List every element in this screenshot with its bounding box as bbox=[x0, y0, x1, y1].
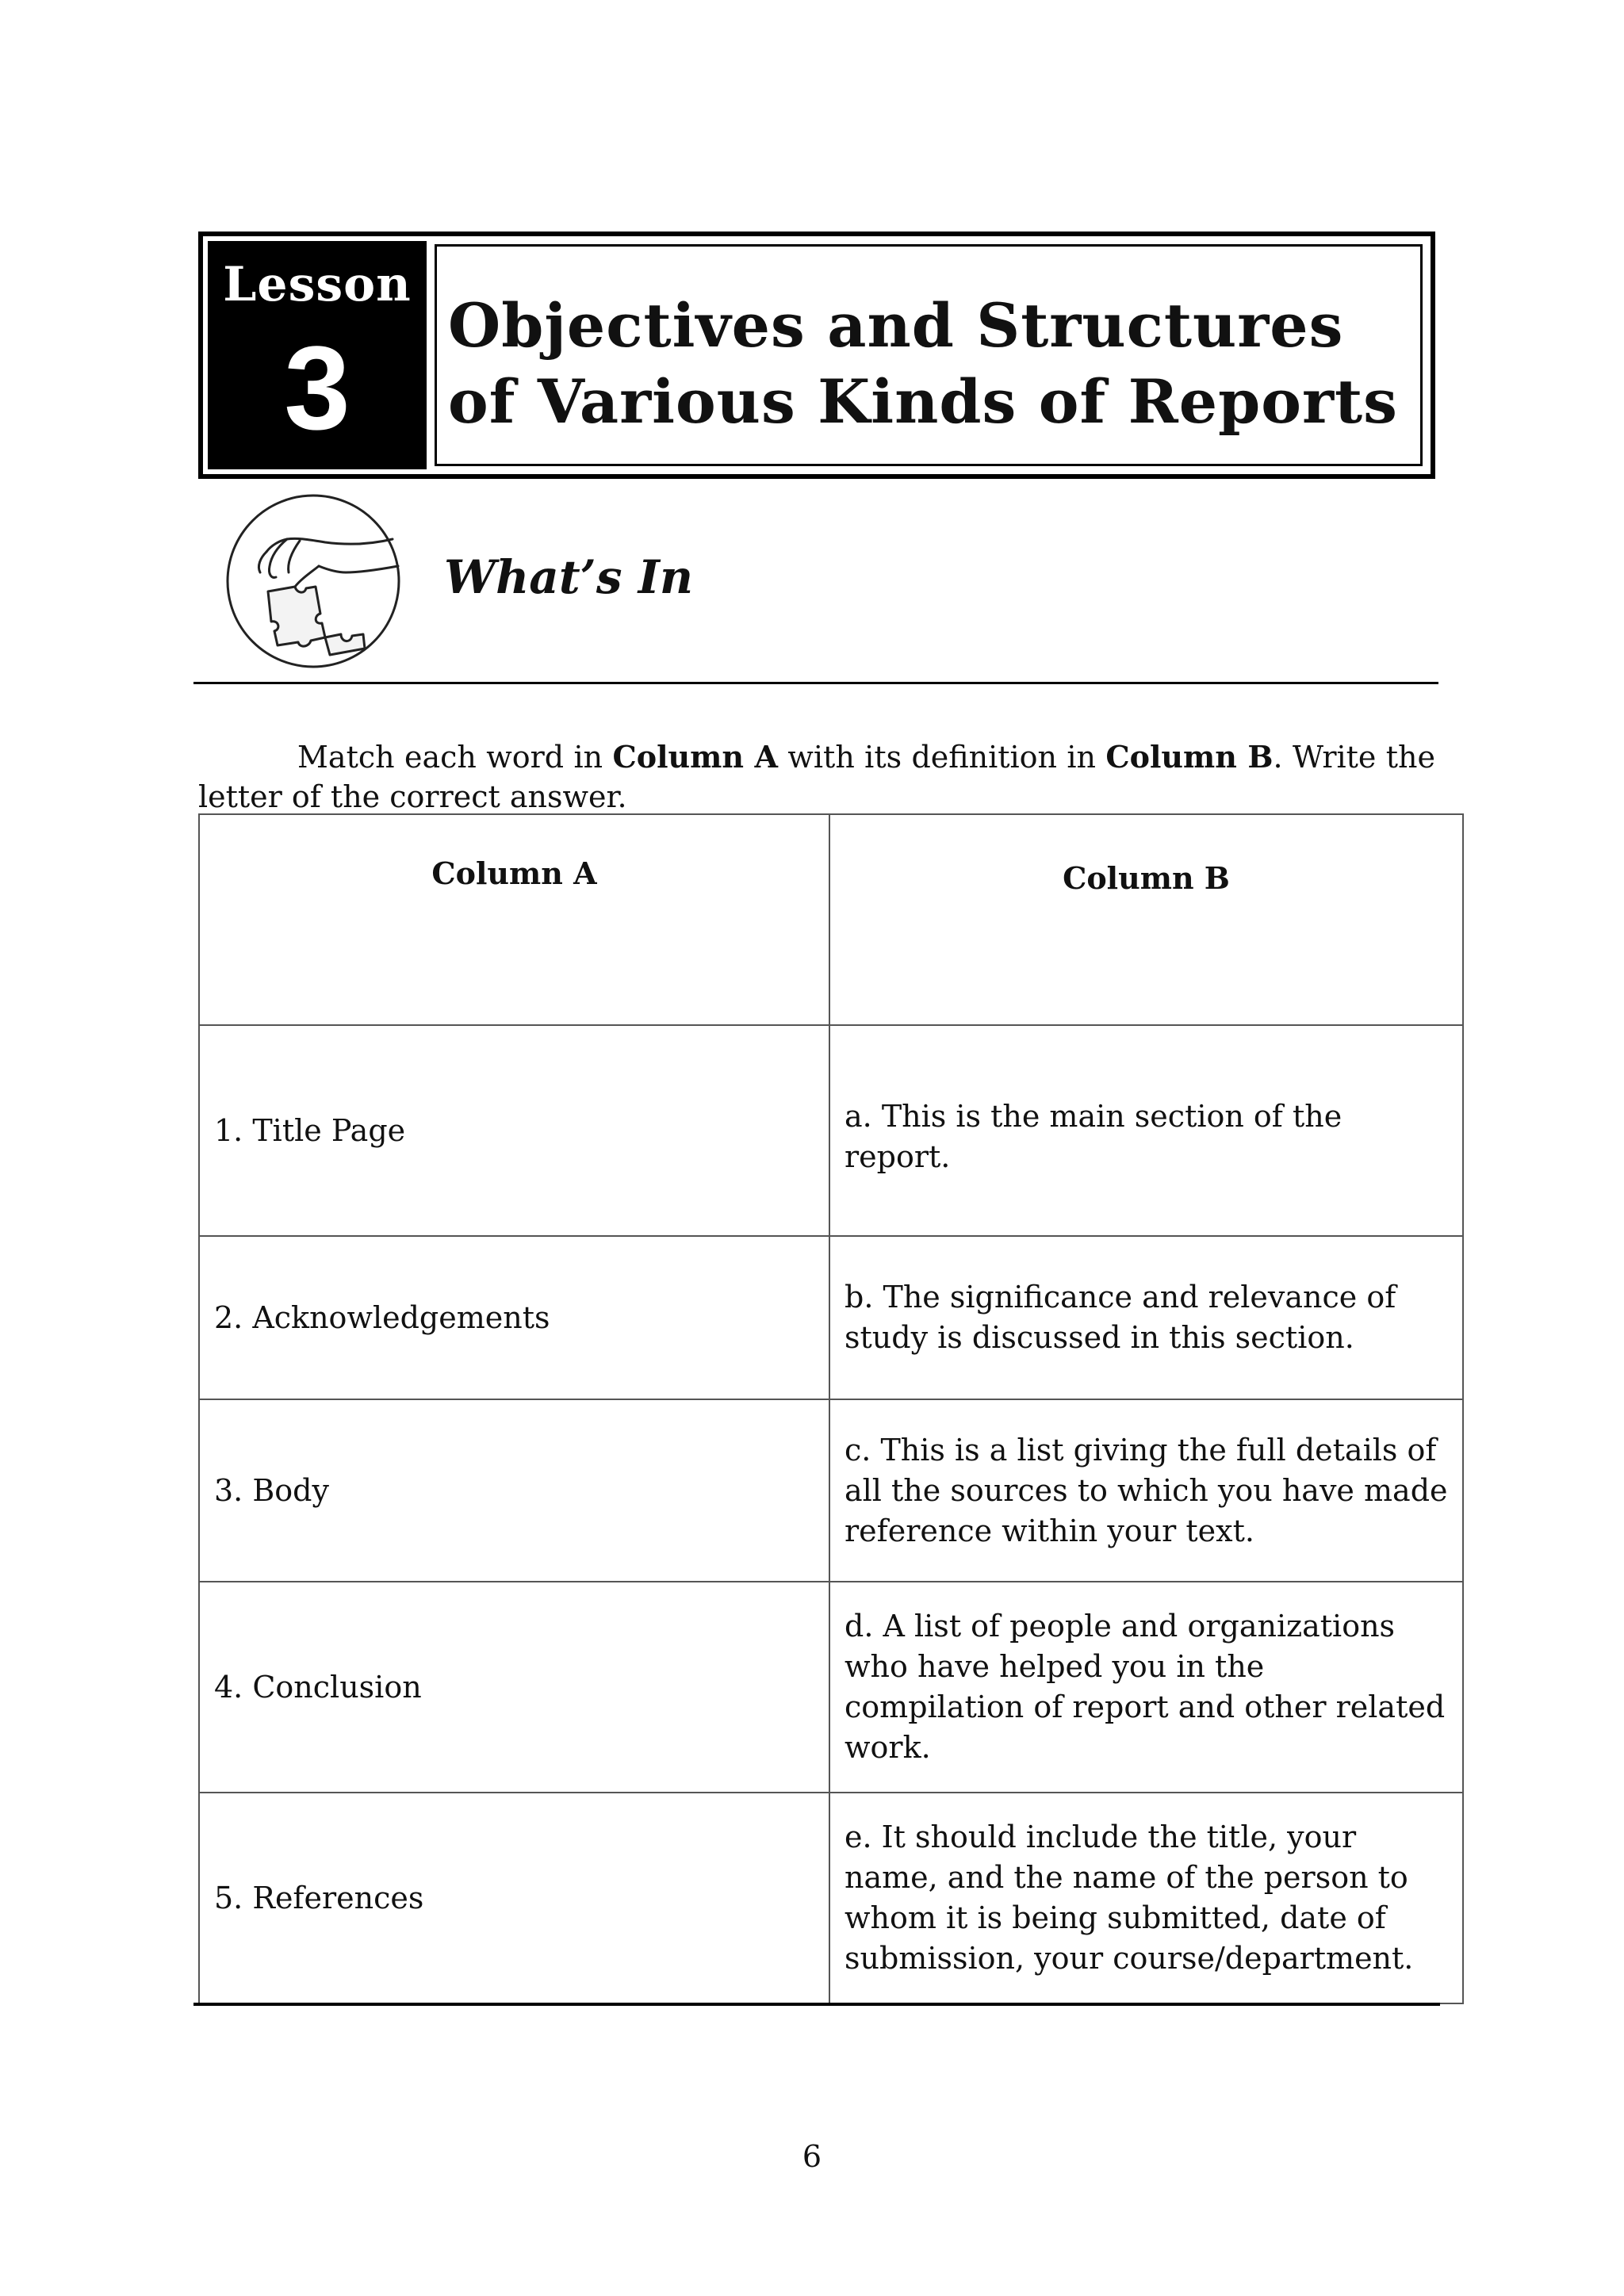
definition-cell: d. A list of people and organizations who have helped you in the compilation of report and other related work. bbox=[829, 1582, 1463, 1793]
instruction-part-3: . Write the letter of the correct answer. bbox=[198, 740, 1436, 814]
term-cell: 4. Conclusion bbox=[199, 1582, 829, 1793]
column-b-header: Column B bbox=[829, 814, 1463, 1025]
term-cell: 1. Title Page bbox=[199, 1025, 829, 1236]
lesson-title-line-1: Objectives and Structures bbox=[448, 290, 1344, 361]
definition-cell: b. The significance and relevance of study is discussed in this section. bbox=[829, 1236, 1463, 1399]
instruction-part-2: with its definition in bbox=[778, 740, 1106, 775]
table-row bbox=[199, 1236, 1463, 1399]
lesson-badge bbox=[208, 241, 427, 469]
table-row bbox=[199, 1582, 1463, 1793]
section-heading: What’s In bbox=[444, 550, 694, 604]
instruction-part-1: Match each word in bbox=[297, 740, 613, 775]
instruction-column-a: Column A bbox=[612, 739, 778, 775]
table-bottom-rule bbox=[193, 2003, 1440, 2006]
instruction-text bbox=[198, 737, 1435, 817]
matching-table bbox=[198, 813, 1464, 2004]
instruction-column-b: Column B bbox=[1105, 739, 1274, 775]
table-row bbox=[199, 1399, 1463, 1582]
lesson-title-line-2: of Various Kinds of Reports bbox=[448, 366, 1398, 437]
lesson-banner bbox=[198, 232, 1435, 479]
column-a-header: Column A bbox=[199, 814, 829, 1025]
term-cell: 3. Body bbox=[199, 1399, 829, 1582]
table-row bbox=[199, 1025, 1463, 1236]
lesson-title-box bbox=[435, 244, 1423, 466]
definition-cell: c. This is a list giving the full details of all the sources to which you have made reference within your text. bbox=[829, 1399, 1463, 1582]
lesson-label: Lesson bbox=[223, 257, 412, 312]
table-row bbox=[199, 1793, 1463, 2003]
section-divider bbox=[193, 682, 1438, 684]
table-header-row bbox=[199, 814, 1463, 1025]
lesson-title bbox=[448, 288, 1412, 440]
definition-cell: e. It should include the title, your name, and the name of the person to whom it is being submitted, date of submission, your course/department. bbox=[829, 1793, 1463, 2003]
page-number: 6 bbox=[802, 2139, 822, 2174]
term-cell: 5. References bbox=[199, 1793, 829, 2003]
puzzle-hand-icon bbox=[222, 490, 404, 672]
lesson-number: 3 bbox=[284, 321, 350, 454]
term-cell: 2. Acknowledgements bbox=[199, 1236, 829, 1399]
definition-cell: a. This is the main section of the report. bbox=[829, 1025, 1463, 1236]
